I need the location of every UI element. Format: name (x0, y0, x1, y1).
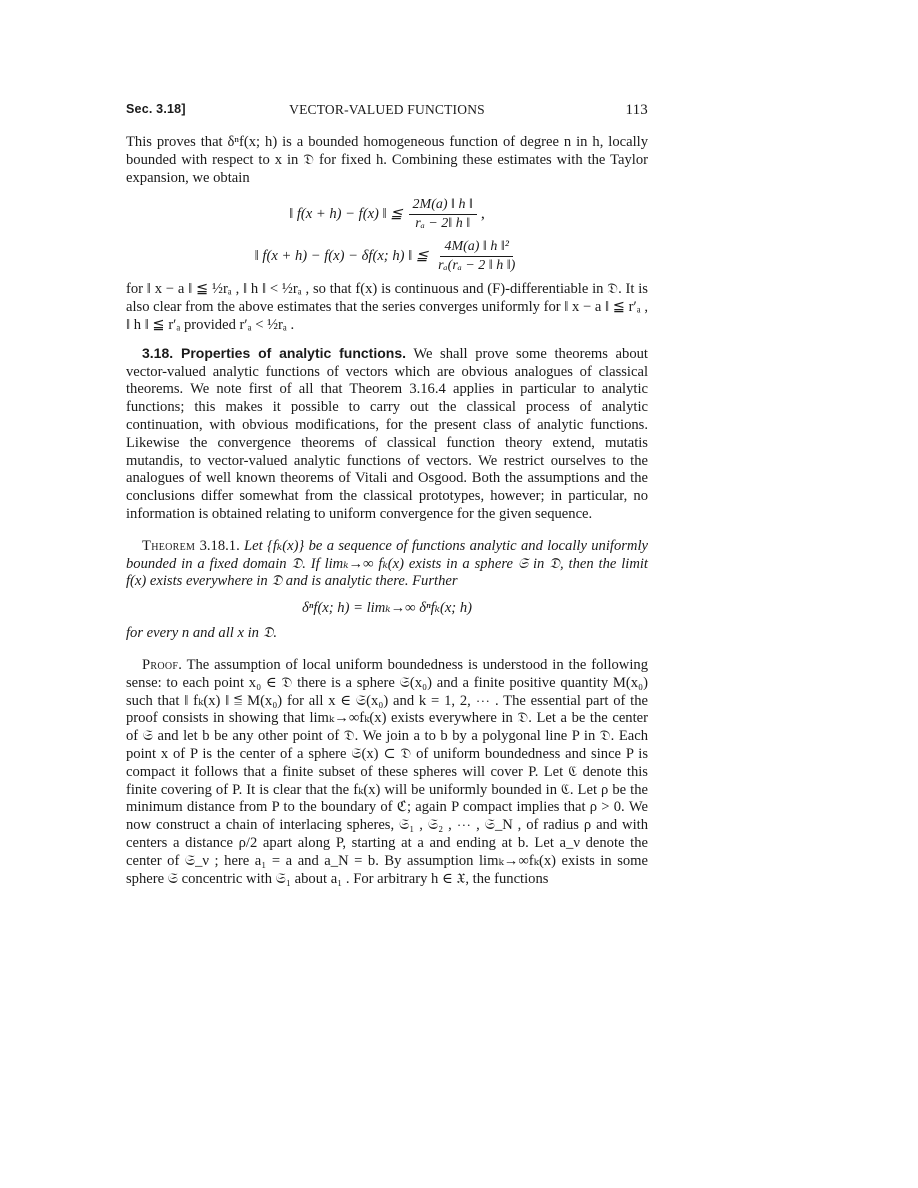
equation-first-order (289, 193, 485, 235)
section-3-18-paragraph (126, 345, 648, 524)
fraction-denominator: rₐ(rₐ − 2 ‖ h ‖) (438, 257, 516, 273)
fraction-denominator: rₐ − 2‖ h ‖ (415, 215, 471, 231)
theorem-number: 3.18.1. (195, 537, 245, 554)
equation-trailing-comma: , (480, 205, 485, 223)
section-body: We shall prove some theorems about vector-valued analytic functions of vectors which are obvious analogues of classical theorems. We note first of all that Theorem 3.16.4 applies in particular to analytic functions; this makes it possible to carry out the classical process of analytic continuation, with obvious modifications, for the present class of analytic functions. Likewise the convergence theorems of classical function theory extend, mutatis mutandis, to vector-valued analytic functions of vectors. We restrict ourselves to the analogues of well known theorems of Vitali and Osgood. Both the assumptions and the conclusions differ somewhat from the classical prototypes, however; in particular, no information is obtained relating to uniform convergence for the given sequence. (126, 345, 648, 522)
theorem-3-18-1 (126, 538, 648, 591)
theorem-statement: Let {fₖ(x)} be a sequence of functions analytic and locally uniformly bounded in a fixed domain 𝔇. If limₖ→∞ fₖ(x) exists in a sphere 𝔖 in 𝔇, then the limit f(x) exists everywhere in 𝔇 and is analytic there. Further (126, 537, 648, 590)
paragraph-taylor-estimates: This proves that δⁿf(x; h) is a bounded homogeneous function of degree n in h, locally bounded with respect to x in 𝔇 for fixed h. Combining these estimates with the Taylor expansion, we obtain (126, 134, 648, 186)
proof-paragraph (126, 657, 648, 888)
theorem-label: Theorem (142, 537, 196, 554)
theorem-tail: for every n and all x in 𝔇. (126, 625, 278, 642)
proof-body: . The assumption of local uniform boundedness is understood in the following sense: to each point x₀ ∈ 𝔇 there is a sphere 𝔖(x₀) and a finite positive quantity M(x₀) such that ‖ fₖ(x) ‖ ≦ M(x₀) for all x ∈ 𝔖(x₀) and k = 1, 2, ⋯ . The essential part of the proof consists in showing that limₖ→∞fₖ(x) exists everywhere in 𝔇. Let a be the center of 𝔖 and let b be any other point of 𝔇. We join a to b by a polygonal line P in 𝔇. Each point x of P is the center of a sphere 𝔖(x) ⊂ 𝔇 of uniform boundedness and since P is compact it follows that a finite subset of these spheres will cover P. Let ℭ denote this finite covering of P. It is clear that the fₖ(x) will be uniformly bounded in ℭ. Let ρ be the minimum distance from P to the boundary of ℭ; again P compact implies that ρ > 0. We now construct a chain of interlacing spheres, 𝔖₁ , 𝔖₂ , ⋯ , 𝔖_N , of radius ρ and with centers a distance ρ/2 apart along P, starting at a and ending at b. Let a_ν denote the center of 𝔖_ν ; here a₁ = a and a_N = b. By assumption limₖ→∞fₖ(x) exists in some sphere 𝔖 concentric with 𝔖₁ about a₁ . For arbitrary h ∈ 𝔛, the functions (126, 656, 648, 887)
section-heading: 3.18. Properties of analytic functions. (142, 344, 407, 361)
section-reference: Sec. 3.18] (126, 102, 186, 116)
equation-lhs: ‖ f(x + h) − f(x) ‖ ≦ (289, 206, 403, 223)
fraction (409, 197, 477, 232)
proof-label: Proof (142, 656, 179, 673)
equation-second-order (255, 235, 520, 277)
equation-lhs: ‖ f(x + h) − f(x) − δf(x; h) ‖ ≦ (254, 248, 429, 265)
theorem-equation: δⁿf(x; h) = limₖ→∞ δⁿfₖ(x; h) (302, 600, 472, 617)
fraction-numerator: 2M(a) ‖ h ‖ (409, 197, 477, 215)
running-title: VECTOR-VALUED FUNCTIONS (289, 102, 485, 117)
book-page (126, 96, 648, 888)
paragraph-convergence: for ‖ x − a ‖ ≦ ½rₐ , ‖ h ‖ < ½rₐ , so that f(x) is continuous and (F)-differentiable in 𝔇. It is also clear from the above estimates that the series converges uniformly for ‖ x − a ‖ ≦ r′ₐ , ‖ h ‖ ≦ r′ₐ provided r′ₐ < ½rₐ . (126, 281, 648, 333)
fraction (434, 239, 519, 274)
estimate-equations (126, 193, 648, 277)
running-header (126, 96, 648, 120)
page-number: 113 (625, 102, 648, 118)
fraction-numerator: 4M(a) ‖ h ‖² (440, 239, 513, 257)
